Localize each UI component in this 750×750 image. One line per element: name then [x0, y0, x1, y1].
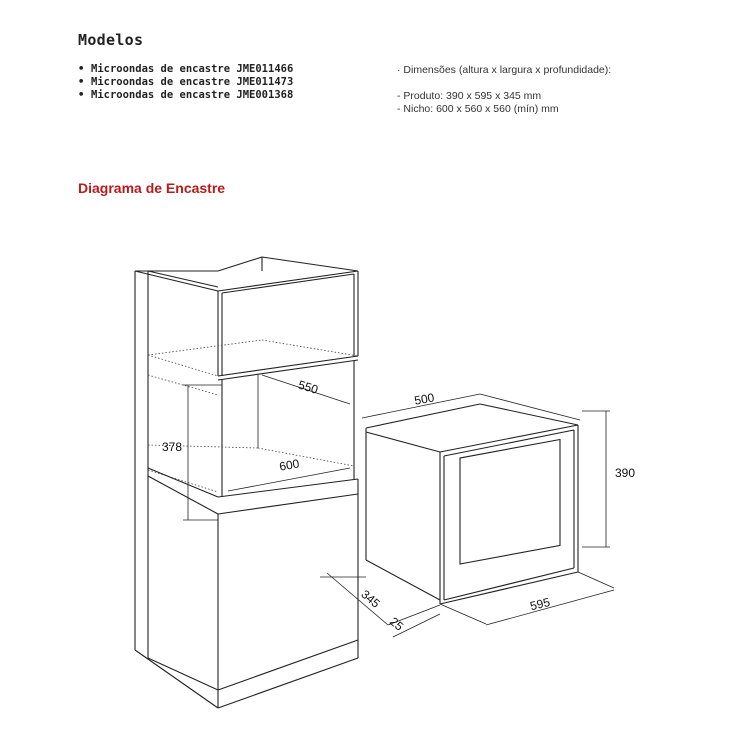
model-label: Microondas de encastre JME011466 — [91, 63, 294, 75]
cabinet-drawing — [135, 257, 358, 708]
label-product-width: 595 — [528, 594, 552, 614]
niche-dimensions: - Nicho: 600 x 560 x 560 (mín) mm — [397, 103, 559, 115]
label-niche-depth: 550 — [296, 377, 320, 397]
dimensions-heading: · Dimensões (altura x largura x profundidade): — [397, 64, 612, 76]
bullet-icon: • — [78, 63, 85, 75]
label-niche-width: 600 — [278, 456, 301, 474]
bullet-icon: • — [78, 76, 85, 88]
models-title: Modelos — [78, 31, 144, 49]
product-dimensions: - Produto: 390 x 595 x 345 mm — [397, 90, 542, 102]
label-product-height: 390 — [614, 466, 636, 480]
model-label: Microondas de encastre JME011473 — [91, 76, 294, 88]
label-product-depth: 345 — [358, 587, 383, 611]
label-product-depth-top: 500 — [413, 390, 436, 408]
label-niche-height: 378 — [161, 440, 183, 454]
bullet-icon: • — [78, 89, 85, 101]
diagram-title: Diagrama de Encastre — [78, 180, 226, 196]
model-label: Microondas de encastre JME001368 — [91, 89, 294, 101]
label-front-offset: 25 — [386, 614, 407, 634]
